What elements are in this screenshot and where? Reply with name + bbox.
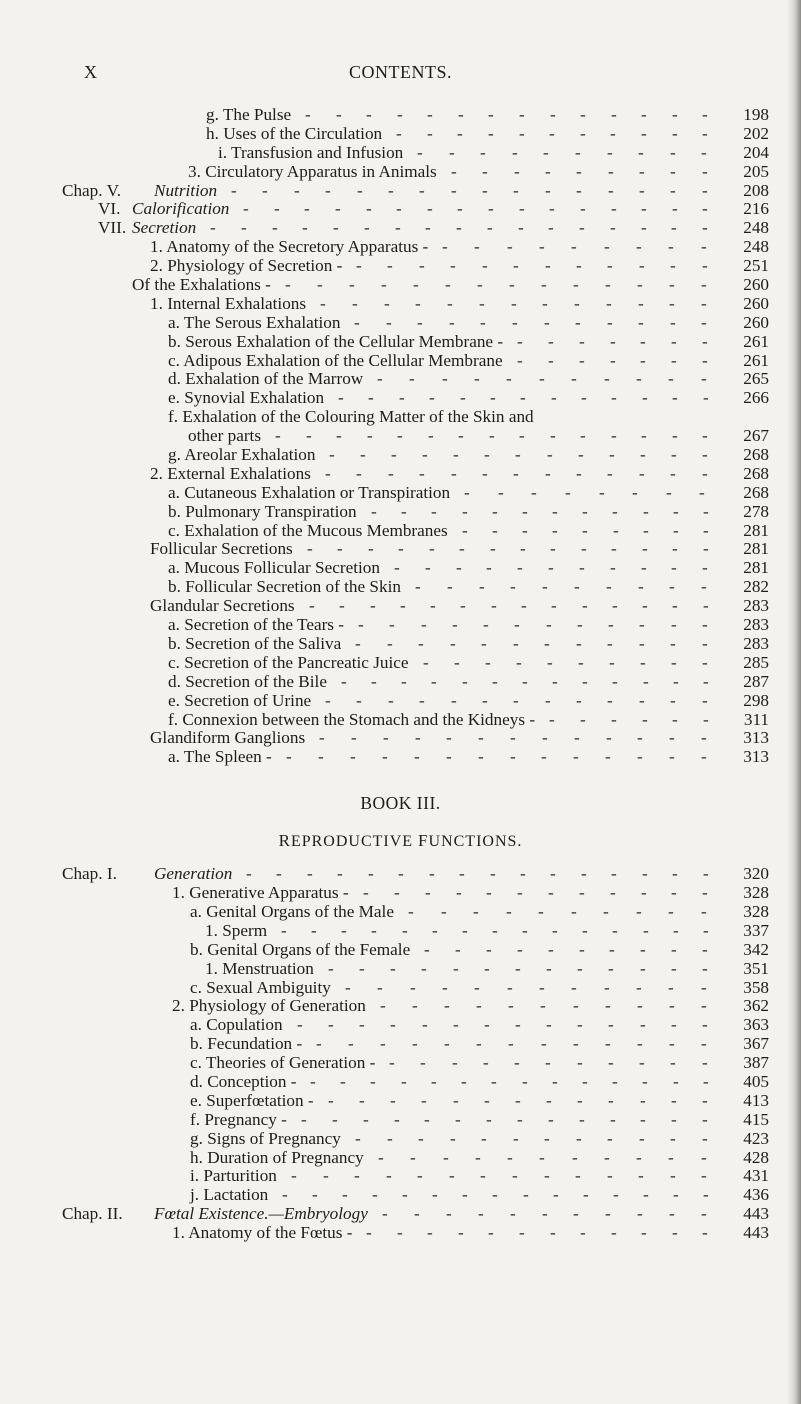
page-ref: 328 [743,901,769,921]
page-ref: 268 [743,445,769,465]
toc-entry: f. Pregnancy - 415 - - - - - - - - - - - - - - [190,1109,769,1129]
page-ref: 413 [743,1090,769,1110]
entry-title: c. Exhalation of the Mucous Membranes [168,520,448,540]
toc-entry: Chap. I. Generation 320 - - - - - - - - - - - - - - - - [62,864,769,884]
page-title: CONTENTS. [349,62,452,82]
toc-entry: Glandiform Ganglions 313 - - - - - - - - - - - - - [150,728,769,748]
entry-title: e. Secretion of Urine [168,690,312,710]
page-ref: 205 [743,161,769,181]
entry-title: f. Connexion between the Stomach and the Kidneys - [168,709,536,729]
chapter-label: Chap. V. [62,180,122,200]
toc-entry: 3. Circulatory Apparatus in Animals 205 - - - - - - - - - [188,161,769,181]
page-ref: 328 [743,883,769,903]
toc-entry: c. Adipous Exhalation of the Cellular Membrane 261 - - - - - - - [168,350,769,370]
entry-title: a. The Spleen - [168,747,272,767]
entry-title: 1. Sperm [205,920,268,940]
toc-entry: h. Duration of Pregnancy 428 - - - - - - - - - - - [190,1147,769,1167]
entry-title: Fœtal Existence.—Embryology [154,1204,368,1224]
toc-entry: 1. Sperm 337 - - - - - - - - - - - - - - - [205,920,769,940]
entry-title: c. Theories of Generation - [190,1053,376,1073]
entry-title: f. Pregnancy - [190,1109,287,1129]
page-number: X [84,62,98,82]
page-ref: 436 [743,1185,769,1205]
entry-title: a. Cutaneous Exhalation or Transpiration [168,482,451,502]
page-ref: 431 [743,1166,769,1186]
entry-title: a. Mucous Follicular Secretion [168,558,380,578]
page-ref: 268 [743,463,769,483]
page-ref: 285 [743,652,769,672]
page-ref: 337 [743,920,769,940]
page-ref: 320 [743,864,769,884]
toc-entry: b. Fecundation - 367 - - - - - - - - - - - - - [190,1034,769,1054]
entry-title: b. Fecundation - [190,1034,303,1054]
entry-title: f. Exhalation of the Colouring Matter of the Skin and [168,407,534,427]
page-ref: 251 [743,256,769,276]
entry-title: h. Uses of the Circulation [206,123,383,143]
toc-entry: other parts 267 - - - - - - - - - - - - - - - [188,426,769,446]
toc-entry: Follicular Secretions 281 - - - - - - - - - - - - - - [150,539,769,559]
entry-title: 2. External Exhalations [150,463,311,483]
entry-title: e. Superfœtation - [190,1090,314,1110]
toc-entry: d. Conception - 405 - - - - - - - - - - - - - - [190,1071,769,1091]
toc-entry: i. Transfusion and Infusion 204 - - - - - - - - - - [218,142,769,162]
page-ref: 298 [743,690,769,710]
entry-title: i. Parturition [190,1166,277,1186]
entry-title: 2. Physiology of Secretion - [150,256,343,276]
toc-entry [0,408,801,427]
toc-entry: e. Superfœtation - 413 - - - - - - - - - - - - - [190,1090,769,1110]
entry-title: e. Synovial Exhalation [168,388,325,408]
toc-entry: b. Genital Organs of the Female 342 - - - - - - - - - - [190,939,769,959]
page-ref: 281 [743,539,769,559]
page-ref: 248 [743,237,769,257]
toc-entry: c. Sexual Ambiguity 358 - - - - - - - - - - - - [190,977,769,997]
toc-entry: d. Secretion of the Bile 287 - - - - - - - - - - - - - [168,671,769,691]
chapter-label: Chap. II. [62,1204,123,1224]
entry-title: other parts [188,426,262,446]
page-ref: 367 [743,1034,769,1054]
entry-title: 1. Anatomy of the Secretory Apparatus - [150,237,429,257]
toc-entry: c. Exhalation of the Mucous Membranes 281 - - - - - - - - - [168,520,769,540]
toc-entry: g. The Pulse 198 - - - - - - - - - - - - - - [206,105,769,124]
entry-title: a. Genital Organs of the Male [190,901,394,921]
toc-entry: 2. External Exhalations 268 - - - - - - - - - - - - - [150,463,769,483]
section-heading: REPRODUCTIVE FUNCTIONS. [278,831,523,851]
toc-entry: h. Uses of the Circulation 202 - - - - - - - - - - - [206,123,769,143]
entry-title: Calorification [132,199,230,219]
toc-entry: Glandular Secretions 283 - - - - - - - - - - - - - - [150,596,769,616]
entry-title: Secretion [132,218,197,238]
toc-entry: a. Genital Organs of the Male 328 - - - - - - - - - - [190,901,769,921]
page-ref: 287 [743,671,769,691]
toc-entry: VI. Calorification 216 - - - - - - - - - - - - - - - - [98,199,769,219]
entry-title: c. Adipous Exhalation of the Cellular Membrane [168,350,503,370]
toc-entry: a. The Serous Exhalation 260 - - - - - - - - - - - - [168,312,769,332]
page-ref: 260 [743,275,769,295]
page-ref: 358 [743,977,769,997]
toc-entry: i. Parturition 431 - - - - - - - - - - - - - - [190,1166,769,1186]
entry-title: 2. Physiology of Generation [172,996,366,1016]
page-ref: 313 [743,728,769,748]
toc-entry: d. Exhalation of the Marrow 265 - - - - - - - - - - - [168,369,769,389]
entry-title: b. Pulmonary Transpiration [168,501,357,521]
page-ref: 387 [743,1053,769,1073]
toc-entry: j. Lactation 436 - - - - - - - - - - - - - - - [190,1185,769,1205]
page-ref: 281 [743,558,769,578]
page-ref: 204 [743,142,769,162]
entry-title: 1. Generative Apparatus - [172,883,349,903]
toc-entry: f. Connexion between the Stomach and the Kidneys - 311 - - - - - - [168,709,769,729]
entry-title: g. The Pulse [206,105,292,124]
toc-entry: Chap. II. Fœtal Existence.—Embryology 443 - - - - - - - - - - - [62,1204,769,1224]
page-ref: 261 [743,350,769,370]
page-ref: 216 [743,199,769,219]
entry-title: c. Secretion of the Pancreatic Juice [168,652,409,672]
page-ref: 313 [743,747,769,767]
page-ref: 265 [743,369,769,389]
entry-title: b. Serous Exhalation of the Cellular Membrane - [168,331,504,351]
entry-title: g. Areolar Exhalation [168,445,316,465]
page-ref: 202 [743,123,769,143]
toc-entry: 2. Physiology of Generation 362 - - - - - - - - - - - [172,996,769,1016]
toc-entry: Of the Exhalations - 260 - - - - - - - - - - - - - - [132,275,769,295]
page-ref: 267 [743,426,769,446]
entry-title: c. Sexual Ambiguity [190,977,331,997]
toc-entry: a. Cutaneous Exhalation or Transpiration 268 - - - - - - - - [168,482,769,502]
toc-entry: c. Theories of Generation - 387 - - - - - - - - - - - [190,1053,769,1073]
entry-title: Glandiform Ganglions [150,728,306,748]
entry-title: b. Genital Organs of the Female [190,939,411,959]
entry-title: Generation [154,864,233,884]
page-ref: 283 [743,633,769,653]
page-ref: 443 [743,1204,769,1224]
entry-title: d. Conception - [190,1071,297,1091]
page-ref: 281 [743,520,769,540]
page-ref: 415 [743,1109,769,1129]
page-ref: 248 [743,218,769,238]
page-ref: 278 [743,501,769,521]
toc-entry: 1. Internal Exhalations 260 - - - - - - - - - - - - - [150,293,769,313]
page-ref: 405 [743,1071,769,1091]
toc-entry: b. Serous Exhalation of the Cellular Membrane - 261 - - - - - - - [168,331,769,351]
page-ref: 268 [743,482,769,502]
toc-entry: 2. Physiology of Secretion - 251 - - - - - - - - - - - - [150,256,769,276]
toc-entry: 1. Anatomy of the Secretory Apparatus - 248 - - - - - - - - - [150,237,769,257]
toc-entry: a. Copulation 363 - - - - - - - - - - - - - - [190,1015,769,1035]
page-ref: 443 [743,1223,769,1243]
page-ref: 362 [743,996,769,1016]
entry-title: b. Secretion of the Saliva [168,633,342,653]
toc-entry: b. Secretion of the Saliva 283 - - - - - - - - - - - - [168,633,769,653]
page-ref: 428 [743,1147,769,1167]
book-heading: BOOK III. [360,793,441,814]
toc-entry: 1. Generative Apparatus - 328 - - - - - - - - - - - - [172,883,769,903]
entry-title: d. Exhalation of the Marrow [168,369,364,389]
page-ref: 260 [743,293,769,313]
page-ref: 282 [743,577,769,597]
toc-entry: Chap. V. Nutrition 208 - - - - - - - - - - - - - - - - [62,180,769,200]
page-ref: 261 [743,331,769,351]
toc-entry: g. Signs of Pregnancy 423 - - - - - - - - - - - - [190,1128,769,1148]
table-of-contents [0,106,801,1243]
toc-entry: 1. Anatomy of the Fœtus - 443 - - - - - - - - - - - - [172,1223,769,1243]
entry-title: a. The Serous Exhalation [168,312,341,332]
entry-title: 1. Menstruation [205,958,314,978]
toc-entry: g. Areolar Exhalation 268 - - - - - - - - - - - - - [168,445,769,465]
page-ref: 363 [743,1015,769,1035]
page-ref: 208 [743,180,769,200]
page-ref: 260 [743,312,769,332]
toc-entry: b. Follicular Secretion of the Skin 282 - - - - - - - - - - [168,577,769,597]
toc-section-book-2 [0,106,801,767]
entry-title: 1. Internal Exhalations [150,293,307,313]
page-ref: 311 [743,709,769,729]
toc-entry: 1. Menstruation 351 - - - - - - - - - - - - - [205,958,769,978]
entry-title: Glandular Secretions [150,596,295,616]
toc-entry: a. Mucous Follicular Secretion 281 - - - - - - - - - - - [168,558,769,578]
toc-entry: c. Secretion of the Pancreatic Juice 285 - - - - - - - - - - [168,652,769,672]
page-ref: 283 [743,596,769,616]
entry-title: i. Transfusion and Infusion [218,142,404,162]
chapter-label: VII. [98,218,127,238]
entry-title: a. Secretion of the Tears - [168,615,345,635]
entry-title: a. Copulation [190,1015,283,1035]
entry-title: Follicular Secretions [150,539,293,559]
entry-title: Of the Exhalations - [132,275,271,295]
page-ref: 198 [743,105,769,124]
page-header [0,62,801,86]
entry-title: 3. Circulatory Apparatus in Animals [188,161,437,181]
toc-entry: a. Secretion of the Tears - 283 - - - - - - - - - - - - [168,615,769,635]
chapter-label: Chap. I. [62,864,117,884]
page-ref: 266 [743,388,769,408]
entry-title: g. Signs of Pregnancy [190,1128,341,1148]
toc-entry: b. Pulmonary Transpiration 278 - - - - - - - - - - - - [168,501,769,521]
entry-title: b. Follicular Secretion of the Skin [168,577,401,597]
page-ref: 342 [743,939,769,959]
toc-entry: e. Synovial Exhalation 266 - - - - - - - - - - - - - [168,388,769,408]
entry-title: h. Duration of Pregnancy [190,1147,364,1167]
entry-title: Nutrition [154,180,218,200]
page-ref: 283 [743,615,769,635]
toc-entry: a. The Spleen - 313 - - - - - - - - - - - - - - [168,747,769,767]
toc-entry: e. Secretion of Urine 298 - - - - - - - - - - - - - [168,690,769,710]
page-ref: 423 [743,1128,769,1148]
toc-entry: VII. Secretion 248 - - - - - - - - - - - - - - - - - [98,218,769,238]
page-ref: 351 [743,958,769,978]
toc-section-book-3 [0,865,801,1243]
entry-title: j. Lactation [190,1185,269,1205]
chapter-label: VI. [98,199,121,219]
entry-title: 1. Anatomy of the Fœtus - [172,1223,353,1243]
entry-title: d. Secretion of the Bile [168,671,327,691]
